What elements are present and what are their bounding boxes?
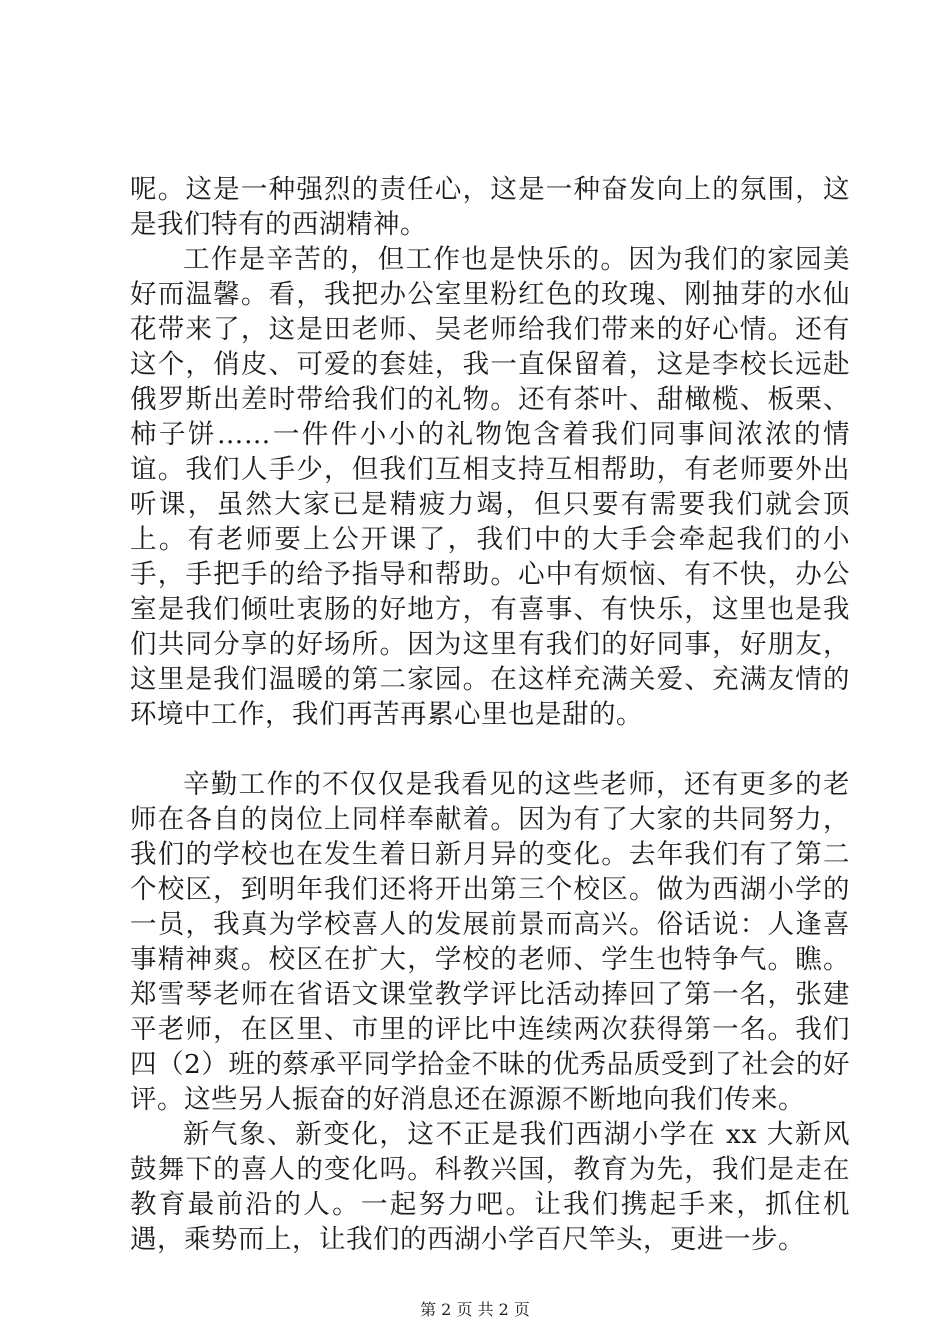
paragraph-continuation: 呢。这是一种强烈的责任心，这是一种奋发向上的氛围，这是我们特有的西湖精神。	[130, 174, 850, 240]
paragraph-closing: 新气象、新变化，这不正是我们西湖小学在 xx 大新风鼓舞下的喜人的变化吗。科教兴国，教育为先，我们是走在教育最前沿的人。一起努力吧。让我们携起手来，抓住机遇，乘势而上，让我们的西湖小学百尺竿头，更进一步。	[130, 1119, 850, 1255]
paragraph-school-changes: 辛勤工作的不仅仅是我看见的这些老师，还有更多的老师在各自的岗位上同样奉献着。因为有了大家的共同努力，我们的学校也在发生着日新月异的变化。去年我们有了第二个校区，到明年我们还将开出第三个校区。做为西湖小学的一员，我真为学校喜人的发展前景而高兴。俗话说：人逢喜事精神爽。校区在扩大，学校的老师、学生也特争气。瞧。郑雪琴老师在省语文课堂教学评比活动捧回了第一名，张建平老师，在区里、市里的评比中连续两次获得第一名。我们四（2）班的蔡承平同学拾金不昧的优秀品质受到了社会的好评。这些另人振奋的好消息还在源源不断地向我们传来。	[130, 769, 850, 1115]
page-footer: 第 2 页 共 2 页	[420, 1300, 530, 1319]
paragraph-work-is-joyful: 工作是辛苦的，但工作也是快乐的。因为我们的家园美好而温馨。看，我把办公室里粉红色的玫瑰、刚抽芽的水仙花带来了，这是田老师、吴老师给我们带来的好心情。还有这个，俏皮、可爱的套娃，我一直保留着，这是李校长远赴俄罗斯出差时带给我们的礼物。还有茶叶、甜橄榄、板栗、柿子饼……一件件小小的礼物饱含着我们同事间浓浓的情谊。我们人手少，但我们互相支持互相帮助，有老师要外出听课，虽然大家已是精疲力竭，但只要有需要我们就会顶上。有老师要上公开课了，我们中的大手会牵起我们的小手，手把手的给予指导和帮助。心中有烦恼、有不快，办公室是我们倾吐衷肠的好地方，有喜事、有快乐，这里也是我们共同分享的好场所。因为这里有我们的好同事，好朋友，这里是我们温暖的第二家园。在这样充满关爱、充满友情的环境中工作，我们再苦再累心里也是甜的。	[130, 244, 850, 730]
document-body	[130, 172, 850, 1257]
